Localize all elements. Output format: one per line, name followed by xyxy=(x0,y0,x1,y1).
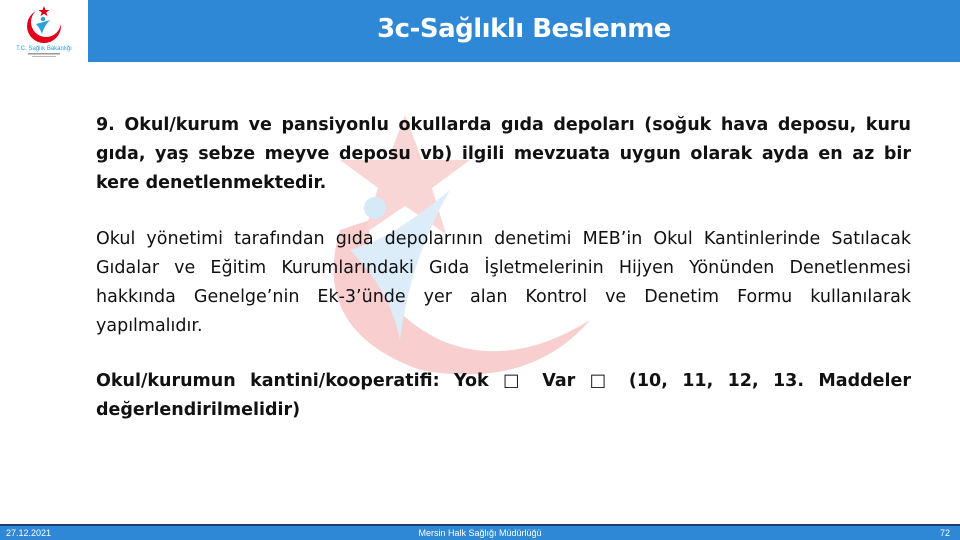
paragraph-canteen-status: Okul/kurumun kantini/kooperatifi: Yok □ Var □ (10, 11, 12, 13. Maddeler değerlendirilmelidir) xyxy=(96,371,911,420)
page-number: 72 xyxy=(939,528,950,538)
page-title: 3c-Sağlıklı Beslenme xyxy=(377,14,671,44)
footer-bar xyxy=(0,526,960,540)
ministry-logo-icon xyxy=(0,0,88,62)
footer-date: 27.12.2021 xyxy=(6,528,52,538)
footer-organization: Mersin Halk Sağlığı Müdürlüğü xyxy=(418,528,542,538)
logo-text: T.C. Sağlık Bakanlığı xyxy=(16,46,72,52)
header-bar xyxy=(0,0,960,62)
ministry-logo xyxy=(0,0,88,62)
paragraph-depots-inspection: 9. Okul/kurum ve pansiyonlu okullarda gıda depoları (soğuk hava deposu, kuru gıda, yaş sebze meyve deposu vb) ilgili mevzuata uygun olarak ayda en az bir kere denetlenmektedir. xyxy=(96,115,911,193)
paragraph-inspection-form: Okul yönetimi tarafından gıda depolarının denetimi MEB’in Okul Kantinlerinde Satılacak Gıdalar ve Eğitim Kurumlarındaki Gıda İşletmelerinin Hijyen Yönünden Denetlenmesi hakkında Genelge’nin Ek-3’ünde yer alan Kontrol ve Denetim Formu kullanılarak yapılmalıdır. xyxy=(96,229,911,336)
